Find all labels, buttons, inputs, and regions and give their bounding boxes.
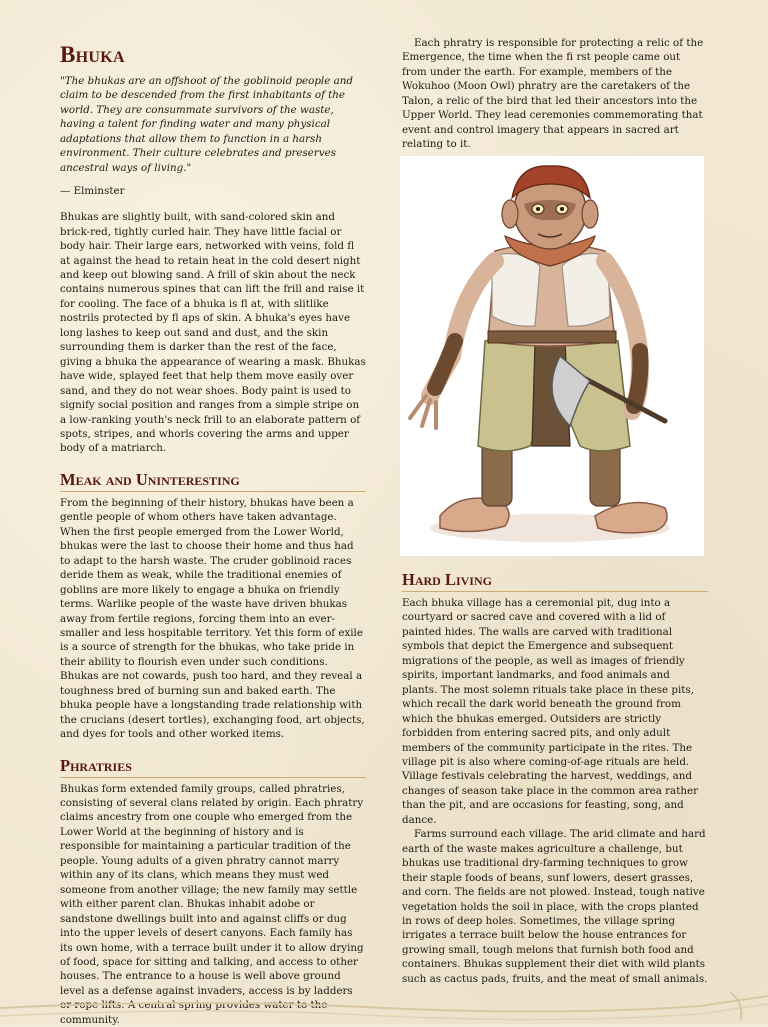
phratries-paragraph: Bhukas form extended family groups, called phratries, consisting of several clans related by origin. Each phratry claims ancestry from one couple who emerged from the Lower World at the beginning of history and is responsible for maintaining a particular tradition of the people. Young adults of a given phratry cannot marry within any of its clans, which means they must wed someone from another village; the new family may settle with either parent clan. Bhukas inhabit adobe or sandstone dwellings built into and against cliffs or dug into the upper levels of desert canyons. Each family has its own home, with a terrace built under it to allow drying of food, space for sitting and talking, and access to other houses. The entrance to a house is well above ground level as a defense against invaders, access is by ladders or rope lifts. A central spring provides water to the community. — [60, 782, 364, 1026]
left-column — [60, 36, 366, 1027]
page-title: Bhuka — [60, 42, 125, 67]
bhuka-illustration — [400, 156, 704, 556]
section-heading-phratries: Phratries — [60, 756, 366, 778]
right-column-lower — [402, 570, 708, 986]
phratries-continued-paragraph: Each phratry is responsible for protecting a relic of the Emergence, the time when the fi rst people came out from under the earth. For example, members of the Wokuhoo (Moon Owl) phratry are the caretakers of the Talon, a relic of the bird that led their ancestors into the Upper World. They lead ceremonies commemorating that event and control imagery that appears in sacred art relating to it. — [402, 37, 704, 151]
section-heading-meek: Meak and Uninteresting — [60, 470, 366, 492]
meek-paragraph: From the beginning of their history, bhukas have been a gentle people of whom others have taken advantage. When the first people emerged from the Lower World, bhukas were the last to choose their home and thus had to adapt to the harsh waste. The cruder goblinoid races deride them as weak, while the traditional enemies of goblins are more likely to engage a bhuka on friendly terms. Warlike people of the waste have driven bhukas away from fertile regions, forcing them into an ever-smaller and less hospitable territory. Yet this form of exile is a source of strength for the bhukas, who take pride in their ability to flourish even under such conditions. Bhukas are not cowards, push too hard, and they reveal a toughness bred of burning sun and baked earth. The bhuka people have a longstanding trade relationship with the crucians (desert tortles), exchanging food, art objects, and dyes for tools and other worked items. — [60, 496, 365, 741]
bhuka-figure-icon — [400, 156, 704, 556]
section-heading-hard-living: Hard Living — [402, 570, 708, 592]
footer-ornament — [0, 984, 768, 1024]
quote-attribution: — Elminster — [60, 185, 125, 198]
hard-living-paragraph-2: Farms surround each village. The arid climate and hard earth of the waste makes agriculture a challenge, but bhukas use traditional dry-farming techniques to grow their staple foods of beans, sunf lowers, desert grasses, and corn. The fields are not plowed. Instead, tough native vegetation holds the soil in place, with the crops planted in rows of deep holes. Sometimes, the village spring irrigates a terrace built below the house entrances for growing small, tough melons that furnish both food and containers. Bhukas supplement their diet with wild plants such as cactus pads, fruits, and the meat of small animals. — [402, 828, 708, 985]
epigraph-quote: "The bhukas are an offshoot of the goblinoid people and claim to be descended from the first inhabitants of the world. They are consummate survivors of the waste, having a talent for finding water and many physical adaptations that allow them to function in a harsh environment. Their culture celebrates and preserves ancestral ways of living." — [60, 75, 353, 174]
intro-paragraph: Bhukas are slightly built, with sand-colored skin and brick-red, tightly curled hair. They have little facial or body hair. Their large ears, networked with veins, fold fl at against the head to retain heat in the cold desert night and keep out blowing sand. A frill of skin about the neck contains numerous spines that can lift the frill and raise it for cooling. The face of a bhuka is fl at, with slitlike nostrils protected by fl aps of skin. A bhuka's eyes have long lashes to keep out sand and dust, and the skin surrounding them is darker than the rest of the face, giving a bhuka the appearance of wearing a mask. Bhukas have wide, splayed feet that help them move easily over sand, and they do not wear shoes. Body paint is used to signify social position and ranges from a simple stripe on a low-ranking youth's neck frill to an elaborate pattern of spots, stripes, and whorls covering the arms and upper body of a matriarch. — [60, 211, 366, 455]
hard-living-paragraph-1: Each bhuka village has a ceremonial pit, dug into a courtyard or sacred cave and covered with a lid of painted hides. The walls are carved with traditional symbols that depict the Emergence and subsequent migrations of the people, as well as images of friendly spirits, important landmarks, and food animals and plants. The most solemn rituals take place in these pits, which recall the dark world beneath the ground from which the bhukas emerged. Outsiders are strictly forbidden from entering sacred pits, and only adult members of the community participate in the rites. The village pit is also where coming-of-age rituals are held. Village festivals celebrating the harvest, weddings, and changes of season take place in the common area rather than the pit, and are occasions for feasting, song, and dance. — [402, 597, 698, 826]
right-column — [402, 36, 708, 152]
